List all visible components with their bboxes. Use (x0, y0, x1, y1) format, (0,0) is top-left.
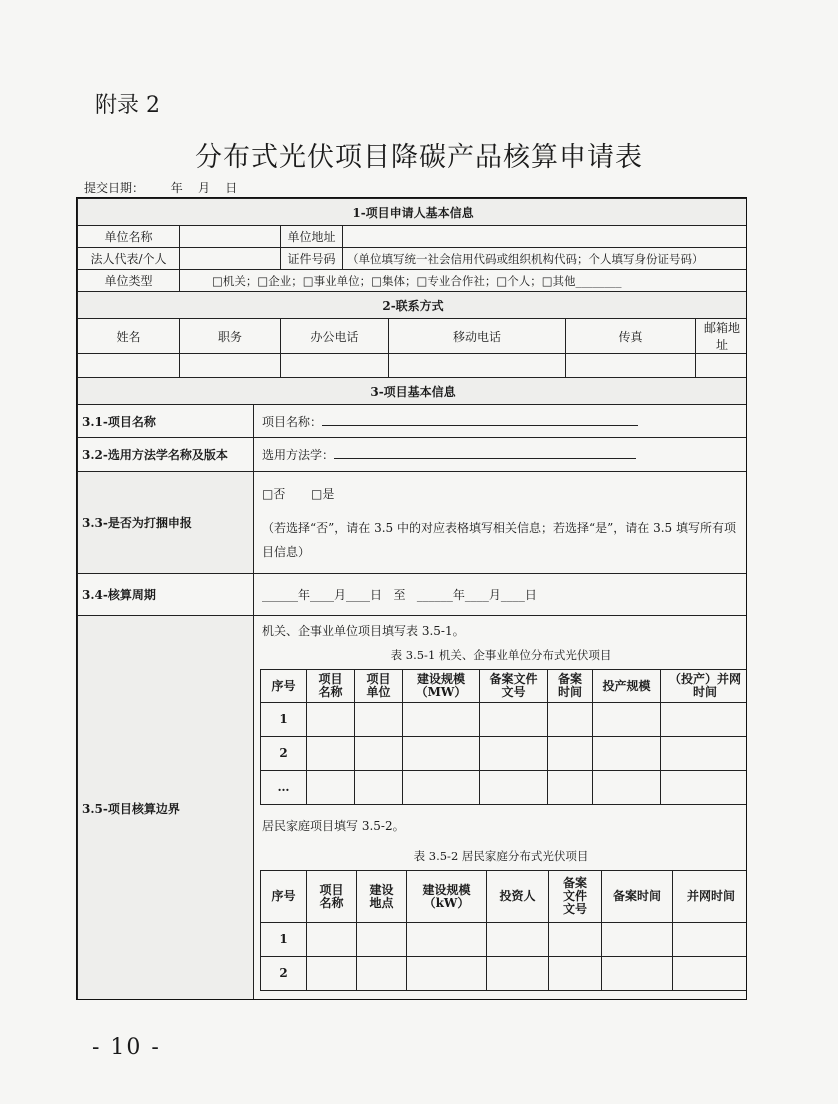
table2-header-row (261, 871, 748, 923)
bundled-note: （若选择“否”，请在 3.5 中的对应表格填写相关信息；若选择“是”，请在 3.5 填写所有项目信息） (262, 520, 736, 559)
project-name-field[interactable] (254, 405, 748, 438)
table1-row (261, 737, 748, 771)
table2-cell[interactable] (673, 923, 748, 957)
unit-name-label: 单位名称 (78, 226, 180, 248)
legal-rep-label: 法人代表/个人 (78, 248, 180, 270)
table2-cell[interactable] (487, 923, 549, 957)
bundled-label: 3.3-是否为打捆申报 (78, 472, 254, 574)
id-no-label: 证件号码 (281, 248, 343, 270)
table1-row-index: 1 (261, 703, 307, 737)
period-label: 3.4-核算周期 (78, 574, 254, 616)
table1-row (261, 771, 748, 805)
contact-col-email: 邮箱地址 (696, 319, 748, 354)
table1-cell[interactable] (355, 737, 403, 771)
unit-address-field[interactable] (343, 226, 748, 248)
table2-cell[interactable] (602, 957, 673, 991)
table2-cell[interactable] (602, 923, 673, 957)
table2-header-5: 备案 文件 文号 (549, 871, 602, 923)
table2-cell[interactable] (487, 957, 549, 991)
boundary-field (254, 616, 748, 1001)
contact-position-field[interactable] (180, 354, 281, 378)
section2-heading: 2-联系方式 (78, 292, 748, 319)
contact-col-position: 职务 (180, 319, 281, 354)
section3-heading: 3-项目基本信息 (78, 378, 748, 405)
page-title: 分布式光伏项目降碳产品核算申请表 (195, 142, 643, 173)
table1-row (261, 703, 748, 737)
table2-cell[interactable] (673, 957, 748, 991)
table2-cell[interactable] (407, 923, 487, 957)
table1-header-3: 建设规模 （MW） (403, 670, 480, 703)
table1-cell[interactable] (403, 771, 480, 805)
methodology-line (334, 446, 636, 459)
table1-cell[interactable] (307, 771, 355, 805)
table1-header-6: 投产规模 (593, 670, 661, 703)
table1-row-index: … (261, 771, 307, 805)
table1-cell[interactable] (403, 737, 480, 771)
table1-cell[interactable] (480, 771, 548, 805)
table1-cell[interactable] (661, 737, 748, 771)
unit-address-label: 单位地址 (281, 226, 343, 248)
period-field[interactable]: ______年____月____日 至 ______年____月____日 (254, 574, 748, 616)
submit-date: 提交日期： 年 月 日 (84, 181, 238, 195)
table2-cell[interactable] (307, 923, 357, 957)
unit-name-field[interactable] (180, 226, 281, 248)
project-name-line (322, 413, 638, 426)
table2-header-0: 序号 (261, 871, 307, 923)
table1-cell[interactable] (355, 771, 403, 805)
application-table (77, 198, 747, 1000)
table1-cell[interactable] (593, 771, 661, 805)
table2-cell[interactable] (549, 923, 602, 957)
table1 (260, 669, 747, 805)
table1-row-index: 2 (261, 737, 307, 771)
boundary-label: 3.5-项目核算边界 (78, 616, 254, 1001)
table1-cell[interactable] (355, 703, 403, 737)
table2-header-3: 建设规模 （kW） (407, 871, 487, 923)
boundary-intro-2: 居民家庭项目填写 3.5-2。 (262, 819, 405, 833)
table1-cell[interactable] (480, 737, 548, 771)
contact-fax-field[interactable] (566, 354, 696, 378)
contact-email-field[interactable] (696, 354, 748, 378)
table1-cell[interactable] (593, 703, 661, 737)
table2-row-index: 1 (261, 923, 307, 957)
table2-header-4: 投资人 (487, 871, 549, 923)
id-no-field[interactable]: （单位填写统一社会信用代码或组织机构代码；个人填写身份证号码） (343, 248, 748, 270)
contact-col-name: 姓名 (78, 319, 180, 354)
table1-header-row (261, 670, 748, 703)
table2 (260, 870, 747, 991)
table2-cell[interactable] (307, 957, 357, 991)
contact-mobile-field[interactable] (389, 354, 566, 378)
table1-cell[interactable] (548, 737, 593, 771)
project-name-prefix: 项目名称： (262, 414, 323, 429)
table1-header-7: （投产）并网 时间 (661, 670, 748, 703)
table1-cell[interactable] (661, 771, 748, 805)
table1-cell[interactable] (661, 703, 748, 737)
table2-row (261, 957, 748, 991)
table2-cell[interactable] (357, 957, 407, 991)
table2-header-2: 建设 地点 (357, 871, 407, 923)
table1-header-5: 备案 时间 (548, 670, 593, 703)
table1-cell[interactable] (480, 703, 548, 737)
contact-col-fax: 传真 (566, 319, 696, 354)
project-name-label: 3.1-项目名称 (78, 405, 254, 438)
table2-cell[interactable] (549, 957, 602, 991)
unit-type-options[interactable]: □机关；□企业；□事业单位；□集体；□专业合作社；□个人；□其他________ (180, 270, 748, 292)
table1-cell[interactable] (307, 737, 355, 771)
contact-name-field[interactable] (78, 354, 180, 378)
table1-cell[interactable] (548, 703, 593, 737)
table2-row-index: 2 (261, 957, 307, 991)
unit-type-label: 单位类型 (78, 270, 180, 292)
contact-office-phone-field[interactable] (281, 354, 389, 378)
table1-header-0: 序号 (261, 670, 307, 703)
table1-caption: 表 3.5-1 机关、企事业单位分布式光伏项目 (390, 648, 612, 662)
section1-heading: 1-项目申请人基本信息 (78, 199, 748, 226)
page-number: - 10 - (92, 1035, 161, 1060)
table1-header-4: 备案文件 文号 (480, 670, 548, 703)
table2-row (261, 923, 748, 957)
table2-caption: 表 3.5-2 居民家庭分布式光伏项目 (413, 849, 589, 863)
boundary-intro-1: 机关、企事业单位项目填写表 3.5-1。 (262, 624, 465, 638)
table2-header-7: 并网时间 (673, 871, 748, 923)
bundled-yes-option[interactable]: □是 (311, 486, 335, 501)
table2-cell[interactable] (357, 923, 407, 957)
table1-header-2: 项目 单位 (355, 670, 403, 703)
legal-rep-field[interactable] (180, 248, 281, 270)
contact-col-office-phone: 办公电话 (281, 319, 389, 354)
table1-cell[interactable] (403, 703, 480, 737)
table1-header-1: 项目 名称 (307, 670, 355, 703)
table2-cell[interactable] (407, 957, 487, 991)
bundled-no-option[interactable]: □否 (262, 486, 286, 501)
table1-cell[interactable] (548, 771, 593, 805)
bundled-field (254, 472, 748, 574)
methodology-prefix: 选用方法学： (262, 448, 335, 462)
table1-cell[interactable] (307, 703, 355, 737)
appendix-label: 附录 2 (95, 93, 160, 118)
methodology-field[interactable] (254, 438, 748, 472)
application-form (76, 197, 747, 1000)
table1-cell[interactable] (593, 737, 661, 771)
methodology-label: 3.2-选用方法学名称及版本 (78, 438, 254, 472)
table2-header-1: 项目 名称 (307, 871, 357, 923)
contact-col-mobile: 移动电话 (389, 319, 566, 354)
table2-header-6: 备案时间 (602, 871, 673, 923)
